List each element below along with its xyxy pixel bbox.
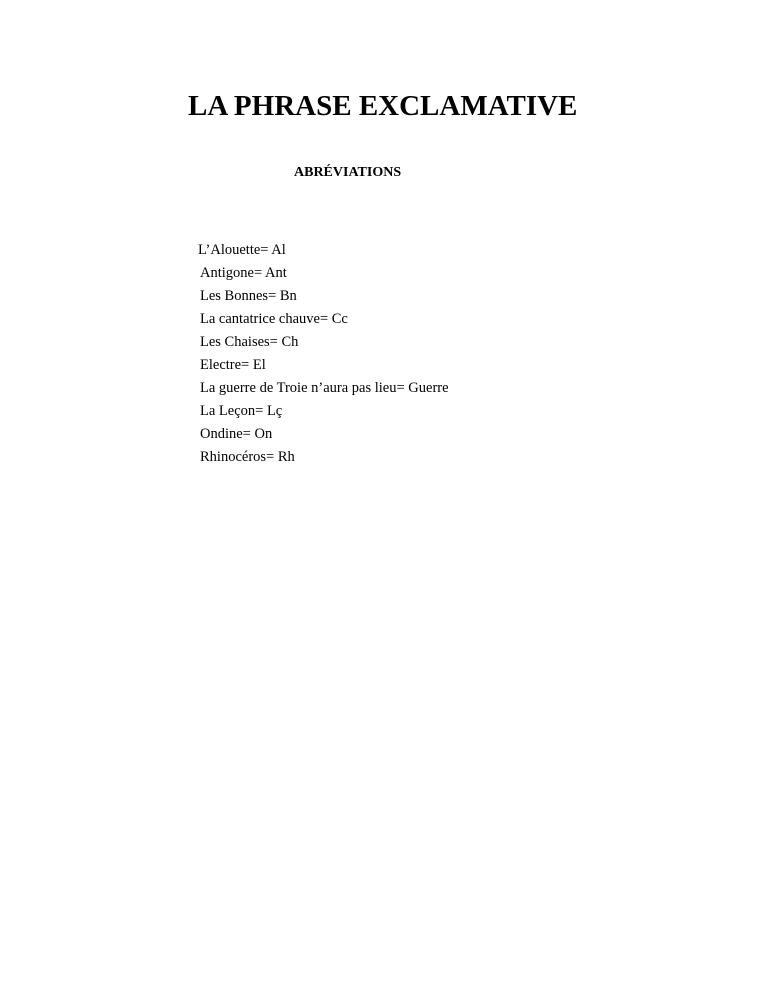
abbreviation-item: La cantatrice chauve= Cc <box>200 311 348 327</box>
abbreviation-item: Antigone= Ant <box>200 265 287 281</box>
document-title: LA PHRASE EXCLAMATIVE <box>188 90 578 122</box>
abbreviation-item: La guerre de Troie n’aura pas lieu= Guerre <box>200 380 449 396</box>
abbreviation-item: Les Bonnes= Bn <box>200 288 297 304</box>
abbreviation-item: Ondine= On <box>200 426 273 442</box>
abbreviation-item: La Leçon= Lç <box>200 403 283 419</box>
abbreviation-item: Electre= El <box>200 357 266 373</box>
abbreviation-list <box>200 241 449 471</box>
section-heading-abbreviations: ABRÉVIATIONS <box>294 165 402 180</box>
abbreviation-item: Rhinocéros= Rh <box>200 449 295 465</box>
abbreviation-item: L’Alouette= Al <box>198 242 286 258</box>
abbreviation-item: Les Chaises= Ch <box>200 334 299 350</box>
